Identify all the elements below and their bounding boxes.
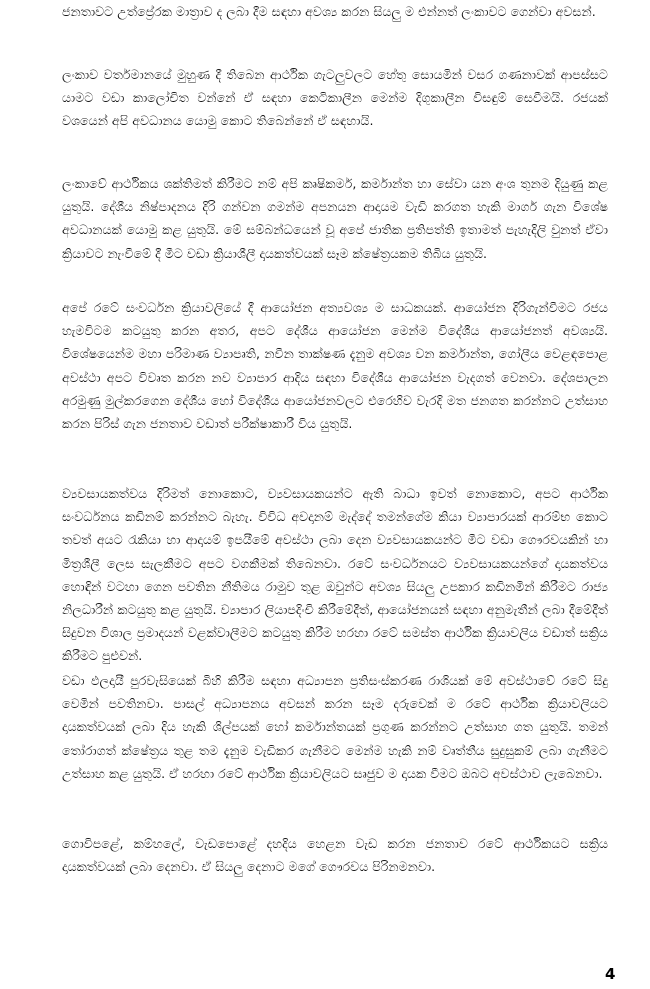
paragraph-education-reforms: වඩා ඵලදායී පුරවැසියෙක් බිහි කිරීම සඳහා අධ්‍යාපන ප්‍රතිසංස්කරණ රාශියක් මේ අවස්ථාවේ රටේ සිදු වෙමින් පවතිනවා. පාසල් අධ්‍යාපනය අවසන් කරන සෑම දරුවෙක් ම රටේ ආර්ථික ක්‍රියාවලියට දායකත්වයක් ලබා දිය හැකි ශිල්පයක් හෝ කර්මාන්තයක් ප්‍රගුණ කරන්නට උත්සාහ ගත යුතුයි. තමන් තෝරාගත් ක්ෂේත්‍රය තුළ තම දැනුම වැඩිකර ගැනීමට මෙන්ම හැකි නම් වෘත්තීය සුදුසුකම් ලබා ගැනීමට උත්සාහ කළ යුතුයි. ඒ හරහා රටේ ආර්ථික ක්‍රියාවලියට සෘජුව ම දායක වීමට ඔබට අවස්ථාව ලැබෙනවා. [62, 673, 608, 781]
paragraph-strengthen-economy: ලංකාවේ ආර්ථිකය ශක්තිමත් කිරීමට නම් අපි කෘෂිකර්ම, කර්මාන්ත හා සේවා යන අංශ තුනම දියුණු කළ යුතුයි. දේශීය නිෂ්පාදනය දිරි ගන්වන ගමන්ම අපනයන ආදායම වැඩි කරගත හැකි මාර්ග ගැන විශේෂ අවධානයක් යොමු කළ යුතුයි. මේ සම්බන්ධයෙන් වූ අපේ ජාතික ප්‍රතිපත්ති ඉතාමත් පැහැදිලි වුනත් ඒවා ක්‍රියාවට නැංවීමේ දී මීට වඩා ක්‍රියාශීලී දායකත්වයක් සෑම ක්ෂේත්‍රයකම තිබිය යුතුයි. [62, 176, 608, 261]
paragraph-workers-tribute: ගොවිපළේ, කම්හලේ, වැඩපොළේ දහදිය හෙළන වැඩ කරන ජනතාව රටේ ආර්ථිකයට සක්‍රිය දායකත්වයක් ලබා දෙනවා. ඒ සියලු දෙනාට මගේ ගෞරවය පිරිනමනවා. [62, 836, 608, 875]
paragraph-investments: අපේ රටේ සංවර්ධන ක්‍රියාවලියේ දී ආයෝජන අත්‍යවශ්‍ය ම සාධකයක්. ආයෝජන දිරිගැන්වීමට රජය හැමවිටම කටයුතු කරන අතර, අපට දේශීය ආයෝජන මෙන්ම විදේශීය ආයෝජනත් අවශ්‍යයි. විශේෂයෙන්ම මහා පරිමාණ ව්‍යාපෘති, නවීන තාක්ෂණ දැනුම අවශ්‍ය වන කර්මාන්ත, ගෝලීය වෙළඳපොළ අවස්ථා අපට විවෘත කරන නව ව්‍යාපාර ආදිය සඳහා විදේශීය ආයෝජන වැදගත් වෙනවා. දේශපාලන අරමුණු මුල්කරගෙන දේශීය හෝ විදේශීය ආයෝජනවලට එරෙහිව වැරදි මත ජනගත කරන්නට උත්සාහ කරන පිරිස් ගැන ජනතාව වඩාත් පරීක්ෂාකාරී විය යුතුයි. [62, 300, 608, 432]
paragraph-entrepreneurship: ව්‍යවසායකත්වය දිරිමත් නොකොට, ව්‍යවසායකයන්ට ඇති බාධා ඉවත් නොකොට, අපට ආර්ථික සංවර්ධනය කඩිනම් කරන්නට බැහැ. විවිධ අවදානම් මැද්දේ තමන්ගේම කියා ව්‍යාපාරයක් ආරම්භ කොට තවත් අයට රැකියා හා ආදායම් ඉපයීමේ අවස්ථා ලබා දෙන ව්‍යවසායකයන්ට මීට වඩා ගෞරවයකින් හා මිත්‍රශීලී ලෙස සැලකීමට අපට වගකීමක් තිබෙනවා. රටේ සංවර්ධනයට ව්‍යවසායකයන්ගේ දායකත්වය හොඳින් වටහා ගෙන පවතින නීතිමය රාමුව තුළ ඔවුන්ට අවශ්‍ය සියලු උපකාර කඩිනමින් කිරීමට රාජ්‍ය නිලධාරීන් කටයුතු කළ යුතුයි. ව්‍යාපාර ලියාපදිංචි කිරීමේදීත්, ආයෝජනයන් සඳහා අනුමැතීන් ලබා දීමේදීත් සිදුවන විශාල ප්‍රමාදයන් වළක්වාලීමට කටයුතු කිරීම හරහා රටේ සමස්ත ආර්ථික ක්‍රියාවලිය වඩාත් සක්‍රිය කිරීමට පුළුවන්. [62, 486, 608, 664]
page-number: 4 [605, 965, 616, 983]
paragraph-vaccines: ජනතාවට උත්ප්‍රේරක මාත්‍රාව ද ලබා දීම සඳහා අවශ්‍ය කරන සියලු ම එන්නත් ලංකාවට ගෙන්වා අවසන්. [62, 4, 596, 19]
document-page [62, 0, 608, 989]
paragraph-economic-solutions: ලංකාව වර්තමානයේ මුහුණ දී තිබෙන ආර්ථික ගැටලුවලට හේතු සොයමින් වසර ගණනාවක් ආපස්සට යාමට වඩා කාලෝචිත වන්නේ ඒ සඳහා කෙටිකාලීන මෙන්ම දිගුකාලීන විසඳුම් සෙවීමයි. රජයක් වශයෙන් අපි අවධානය යොමු කොට තිබෙන්නේ ඒ සඳහායි. [62, 67, 608, 129]
